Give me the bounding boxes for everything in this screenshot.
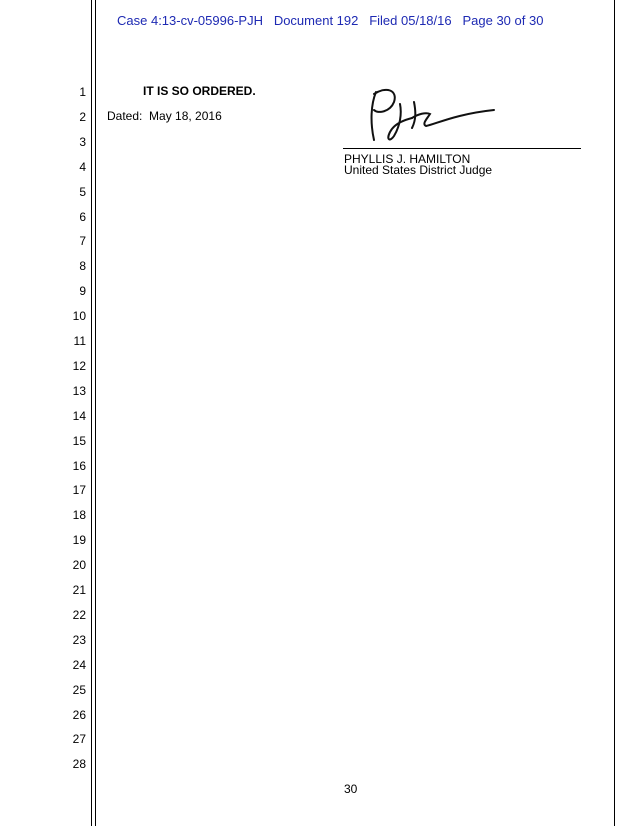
- line-number: 5: [79, 184, 86, 199]
- document-number: Document 192: [273, 13, 359, 28]
- line-number: 19: [72, 533, 86, 548]
- line-number: 15: [72, 433, 86, 448]
- page-number: 30: [344, 782, 358, 796]
- line-number: 23: [72, 632, 86, 647]
- line-number: 2: [79, 109, 86, 124]
- line-number: 28: [72, 757, 86, 772]
- line-number: 25: [72, 682, 86, 697]
- line-number: 6: [79, 209, 86, 224]
- case-header: [117, 13, 543, 28]
- line-number: 16: [72, 458, 86, 473]
- line-number: 1: [79, 85, 86, 99]
- left-margin-rule-inner: [95, 0, 96, 826]
- judge-name: PHYLLIS J. HAMILTON: [344, 152, 471, 166]
- line-number: 12: [72, 358, 86, 373]
- line-number: 20: [72, 558, 86, 573]
- line-number: 4: [79, 159, 86, 174]
- right-margin-rule: [614, 0, 615, 826]
- line-number: 8: [79, 259, 86, 274]
- line-number: 11: [73, 334, 86, 348]
- signature-line: [343, 148, 581, 149]
- line-number: 22: [72, 607, 86, 622]
- left-margin-rule: [91, 0, 92, 826]
- line-number: 7: [79, 234, 86, 249]
- judge-title: United States District Judge: [344, 163, 493, 177]
- judge-signature: [356, 84, 496, 146]
- line-number: 10: [72, 309, 86, 324]
- line-number: 21: [72, 583, 86, 597]
- line-number: 14: [72, 408, 86, 423]
- line-number: 9: [79, 284, 86, 299]
- page-count: Page 30 of 30: [462, 13, 544, 28]
- dated-line: Dated: May 18, 2016: [107, 109, 222, 123]
- line-number: 24: [72, 657, 86, 672]
- line-number: 27: [72, 732, 86, 747]
- line-number: 18: [72, 508, 86, 523]
- line-number: 17: [72, 483, 86, 498]
- order-statement: IT IS SO ORDERED.: [143, 84, 256, 98]
- filed-date: Filed 05/18/16: [369, 13, 452, 28]
- line-number: 3: [79, 134, 86, 149]
- line-number: 13: [72, 383, 86, 398]
- case-number: Case 4:13-cv-05996-PJH: [117, 13, 263, 28]
- line-number: 26: [72, 707, 86, 722]
